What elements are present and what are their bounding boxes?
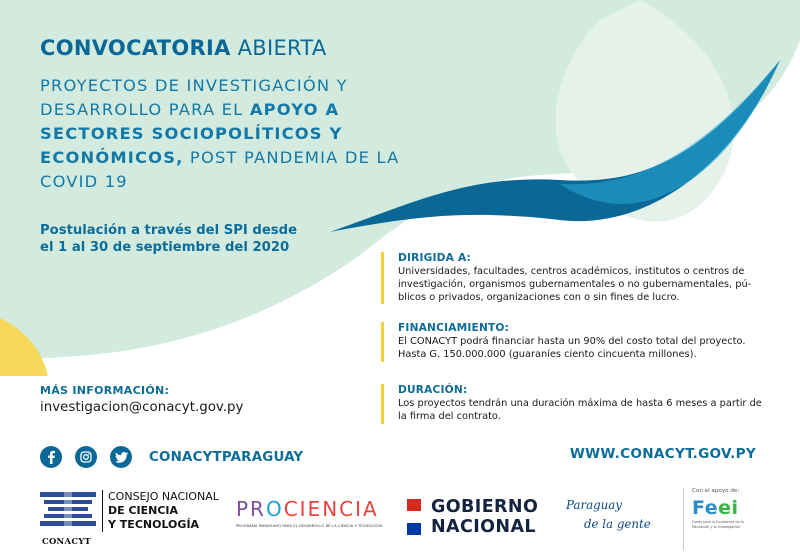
twitter-icon[interactable] [110,446,132,468]
section-duracion-title: DURACIÓN: [398,384,468,396]
section-financiamiento-title: FINANCIAMIENTO: [398,322,510,334]
paraguay-flag-icon [407,499,421,535]
conacyt-name: CONSEJO NACIONAL DE CIENCIA Y TECNOLOGÍA [102,490,219,532]
gobierno-nacional-logo [407,497,538,537]
section-duracion [381,384,773,424]
page-subtitle: PROYECTOS DE INVESTIGACIÓN Y DESARROLLO PARA EL APOYO A SECTORES SOCIOPOLÍTICOS Y ECONÓMICOS, POST PANDEMIA DE LA COVID 19 [40,76,400,191]
social-handle[interactable]: CONACYTPARAGUAY [149,449,304,465]
social-links [40,446,303,468]
contact-email-link[interactable]: investigacion@conacyt.gov.py [40,400,244,415]
prociencia-wordmark: PROCIENCIA [236,497,379,521]
section-financiamiento-body: El CONACYT podrá financiar hasta un 90% del costo total del proyecto. Hasta G. 150.000.000 (guaraníes ciento cincuenta millones). [398,336,746,360]
gobierno-nacional-text: GOBIERNO NACIONAL [431,497,539,537]
feei-tagline: Fondo para la Excelencia de la Educación y la Investigación [692,520,744,529]
prociencia-logo [236,497,386,537]
website-link[interactable]: WWW.CONACYT.GOV.PY [569,446,756,462]
more-info-label: MÁS INFORMACIÓN: [40,384,170,397]
page-title: CONVOCATORIA ABIERTA [40,36,327,60]
conacyt-emblem-icon [40,490,96,534]
section-dirigida-body: Universidades, facultades, centros académicos, institutos o centros de investigación, organismos gubernamentales o no gubernamentales, pú-blicos o privados, organizaciones con o sin fines de lucro. [398,266,752,303]
section-dirigida-title: DIRIGIDA A: [398,252,471,264]
facebook-icon[interactable] [40,446,62,468]
section-dirigida [381,252,773,304]
paraguay-de-la-gente-logo: Paraguay de la gente [566,498,651,531]
section-duracion-body: Los proyectos tendrán una duración máxima de hasta 6 meses a partir de la firma del contrato. [398,398,762,422]
feei-wordmark: Feei [692,497,739,519]
conacyt-wordmark: CONACYT [42,536,92,546]
feei-logo [683,488,775,550]
prociencia-tagline: PROGRAMA PARAGUAYO PARA EL DESARROLLO DE LA CIENCIA Y TECNOLOGÍA [236,524,383,528]
application-period: Postulación a través del SPI desde el 1 al 30 de septiembre del 2020 [40,223,298,255]
conacyt-logo [40,488,230,548]
feei-support-label: Con el apoyo de: [692,488,740,494]
instagram-icon[interactable] [75,446,97,468]
section-financiamiento [381,322,773,362]
